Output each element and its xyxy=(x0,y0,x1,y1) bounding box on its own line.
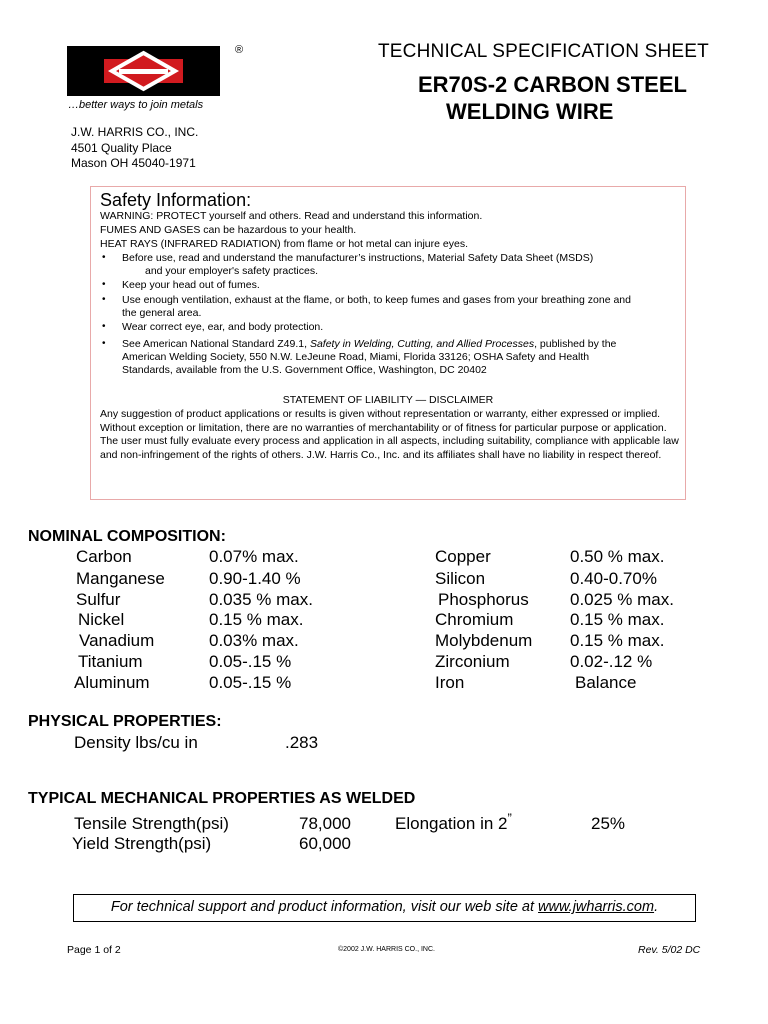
element-value: 0.15 % max. xyxy=(209,610,304,629)
standard-text: , published by the xyxy=(534,338,617,350)
element-name: Nickel xyxy=(78,610,125,629)
support-period: . xyxy=(654,899,659,915)
element-name: Carbon xyxy=(76,547,132,566)
element-value: 0.035 % max. xyxy=(209,590,313,609)
address-line: J.W. HARRIS CO., INC. xyxy=(71,125,199,139)
bullet-icon: • xyxy=(102,252,106,263)
element-name: Silicon xyxy=(435,569,486,588)
yield-label: Yield Strength(psi) xyxy=(72,834,212,853)
element-value: 0.90-1.40 % xyxy=(209,569,301,588)
element-value: 0.05-.15 % xyxy=(209,652,292,671)
safety-bullet-text xyxy=(122,338,616,352)
element-value: 0.03% max. xyxy=(209,631,299,650)
logo-graphic xyxy=(67,46,220,96)
inch-mark: ” xyxy=(507,810,512,826)
safety-title: Safety Information: xyxy=(100,190,252,210)
support-message: For technical support and product information, visit our web site at xyxy=(110,899,539,915)
element-name: Phosphorus xyxy=(438,590,529,609)
element-value: 0.025 % max. xyxy=(570,590,674,609)
elongation-text: Elongation in 2 xyxy=(395,814,508,833)
standard-text: See American National Standard Z49.1, xyxy=(122,338,310,350)
website-link[interactable]: www.jwharris.com xyxy=(538,899,655,915)
element-name: Titanium xyxy=(78,652,143,671)
element-value: 0.07% max. xyxy=(209,547,299,566)
element-name: Sulfur xyxy=(76,590,121,609)
address-line: 4501 Quality Place xyxy=(71,140,172,155)
composition-heading: NOMINAL COMPOSITION: xyxy=(28,528,226,545)
density-value: .283 xyxy=(285,733,319,752)
element-value: 0.40-0.70% xyxy=(570,569,657,588)
safety-bullet-text: Standards, available from the U.S. Government Office, Washington, DC 20402 xyxy=(122,364,487,376)
support-text xyxy=(73,899,696,915)
physical-heading: PHYSICAL PROPERTIES: xyxy=(28,713,222,730)
element-value: 0.15 % max. xyxy=(570,631,665,650)
bullet-icon: • xyxy=(102,338,106,349)
page-number: Page 1 of 2 xyxy=(67,944,121,956)
element-value: 0.15 % max. xyxy=(570,610,665,629)
company-address xyxy=(71,125,198,172)
bullet-icon: • xyxy=(102,321,106,332)
company-tagline: …better ways to join metals xyxy=(68,99,204,111)
bullet-icon: • xyxy=(102,279,106,290)
element-value: 0.50 % max. xyxy=(570,547,665,566)
element-value: Balance xyxy=(575,673,637,692)
product-title-line2: WELDING WIRE xyxy=(446,99,614,124)
element-value: 0.05-.15 % xyxy=(209,673,292,692)
element-name: Copper xyxy=(435,547,491,566)
safety-bullet-text: Wear correct eye, ear, and body protection. xyxy=(122,321,324,333)
element-name: Aluminum xyxy=(74,673,150,692)
liability-text: Any suggestion of product applications or results is given without representation or warranty, either expressed or implied. Without exception or limitation, there are no warranties of merchantability or of fitness for particular purpose or application. The user must fully evaluate every process and application in all aspects, including suitability, compliance with applicable law and non-infringement of the rights of others. J.W. Harris Co., Inc. and its affiliates shall have no liability in respect thereof. xyxy=(100,408,679,461)
safety-bullet-text: Use enough ventilation, exhaust at the flame, or both, to keep fumes and gases from your breathing zone and xyxy=(122,294,631,306)
safety-bullet-text: Keep your head out of fumes. xyxy=(122,279,260,291)
product-title-line1: ER70S-2 CARBON STEEL xyxy=(418,72,687,97)
document-type-title: TECHNICAL SPECIFICATION SHEET xyxy=(378,41,709,62)
elongation-value: 25% xyxy=(591,814,626,833)
registered-mark: ® xyxy=(235,44,244,56)
safety-bullet-text: Before use, read and understand the manufacturer’s instructions, Material Safety Data Sheet (MSDS) xyxy=(122,252,594,264)
density-label: Density lbs/cu in xyxy=(74,733,198,752)
mechanical-heading: TYPICAL MECHANICAL PROPERTIES AS WELDED xyxy=(28,790,416,807)
element-name: Vanadium xyxy=(79,631,155,650)
element-name: Molybdenum xyxy=(435,631,533,650)
safety-warning-line: HEAT RAYS (INFRARED RADIATION) from flame or hot metal can injure eyes. xyxy=(100,238,468,250)
safety-bullet-text: American Welding Society, 550 N.W. LeJeune Road, Miami, Florida 33126; OSHA Safety and Health xyxy=(122,351,590,363)
yield-value: 60,000 xyxy=(299,834,351,853)
safety-warning-line: FUMES AND GASES can be hazardous to your health. xyxy=(100,224,357,236)
element-name: Zirconium xyxy=(435,652,510,671)
tensile-label: Tensile Strength(psi) xyxy=(74,814,229,833)
element-name: Chromium xyxy=(435,610,514,629)
standard-title: Safety in Welding, Cutting, and Allied Processes xyxy=(309,338,535,350)
company-logo xyxy=(67,46,220,96)
element-name: Iron xyxy=(435,673,465,692)
bullet-icon: • xyxy=(102,294,106,305)
element-value: 0.02-.12 % xyxy=(570,652,653,671)
liability-heading: STATEMENT OF LIABILITY — DISCLAIMER xyxy=(282,394,494,406)
tensile-value: 78,000 xyxy=(299,814,351,833)
safety-bullet-text: the general area. xyxy=(122,307,202,319)
address-line: Mason OH 45040-1971 xyxy=(71,156,196,170)
copyright: ©2002 J.W. HARRIS CO., INC. xyxy=(338,946,435,953)
element-name: Manganese xyxy=(76,569,165,588)
elongation-label xyxy=(395,810,512,834)
safety-bullet-text: and your employer's safety practices. xyxy=(145,265,318,277)
safety-warning-line: WARNING: PROTECT yourself and others. Read and understand this information. xyxy=(100,210,483,222)
revision-info: Rev. 5/02 DC xyxy=(638,944,701,956)
